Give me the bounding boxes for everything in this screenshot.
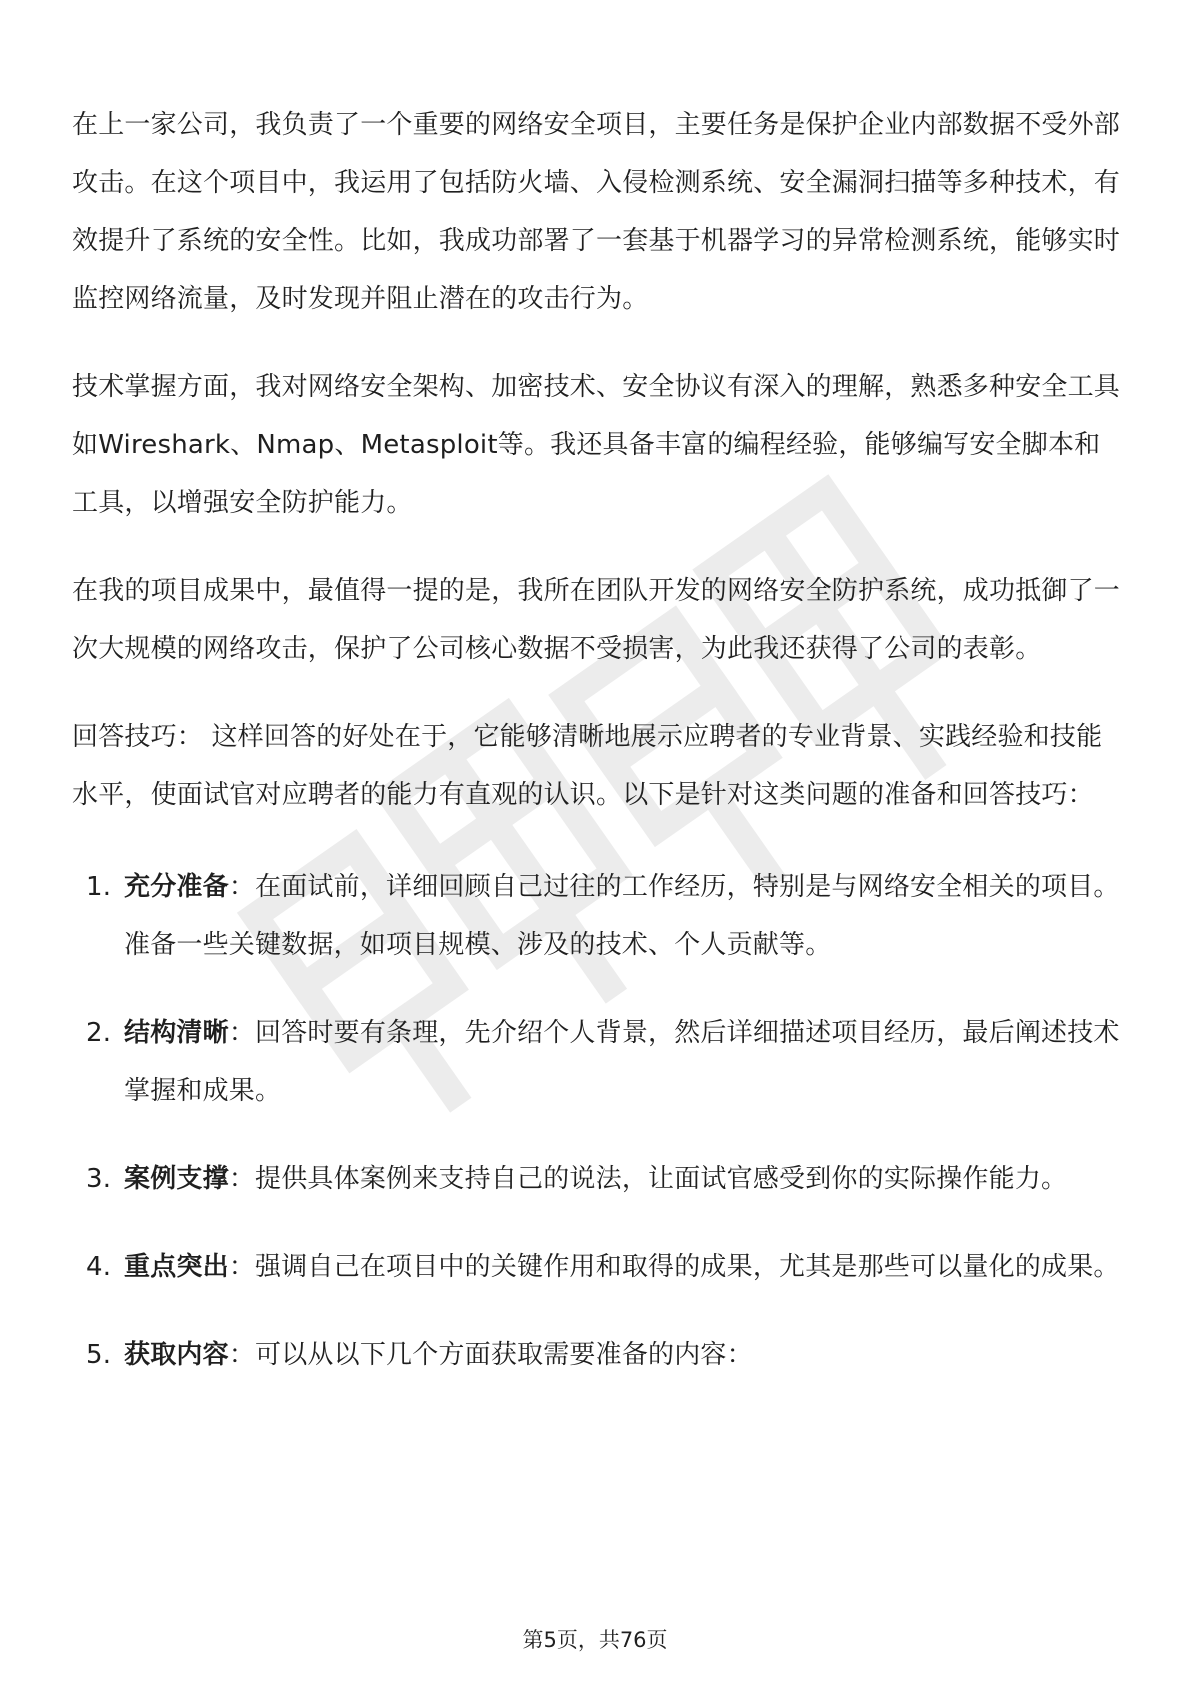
list-item [72,1004,1122,1120]
list-term: 重点突出 [124,1252,229,1282]
list-text: ：强调自己在项目中的关键作用和取得的成果，尤其是那些可以量化的成果。 [228,1252,1120,1282]
document-body [72,96,1122,1414]
page-number-footer: 第5页，共76页 [522,1628,668,1652]
list-item [72,1150,1122,1208]
list-text: ：回答时要有条理，先介绍个人背景，然后详细描述项目经历，最后阐述技术掌握和成果。 [124,1018,1120,1106]
list-item [72,1326,1122,1384]
list-item [72,1238,1122,1296]
list-number: 5. [86,1340,112,1370]
list-number: 4. [86,1252,112,1282]
list-term: 获取内容 [124,1340,229,1370]
paragraph-technical-skills: 技术掌握方面，我对网络安全架构、加密技术、安全协议有深入的理解，熟悉多种安全工具如Wireshark、Nmap、Metasploit等。我还具备丰富的编程经验，能够编写安全脚本和工具，以增强安全防护能力。 [72,372,1121,518]
paragraph-project-results: 在我的项目成果中，最值得一提的是，我所在团队开发的网络安全防护系统，成功抵御了一次大规模的网络攻击，保护了公司核心数据不受损害，为此我还获得了公司的表彰。 [72,576,1121,664]
paragraph-answer-tips: 回答技巧： 这样回答的好处在于，它能够清晰地展示应聘者的专业背景、实践经验和技能水平，使面试官对应聘者的能力有直观的认识。以下是针对这类问题的准备和回答技巧： [72,722,1103,810]
list-item [72,858,1122,974]
list-text: ：在面试前，详细回顾自己过往的工作经历，特别是与网络安全相关的项目。准备一些关键数据，如项目规模、涉及的技术、个人贡献等。 [124,872,1120,960]
list-text: ：提供具体案例来支持自己的说法，让面试官感受到你的实际操作能力。 [228,1164,1068,1194]
paragraph-project-experience: 在上一家公司，我负责了一个重要的网络安全项目，主要任务是保护企业内部数据不受外部攻击。在这个项目中，我运用了包括防火墙、入侵检测系统、安全漏洞扫描等多种技术，有效提升了系统的安全性。比如，我成功部署了一套基于机器学习的异常检测系统，能够实时监控网络流量，及时发现并阻止潜在的攻击行为。 [72,110,1121,314]
list-number: 1. [86,872,112,902]
list-term: 结构清晰 [124,1018,229,1048]
list-number: 3. [86,1164,112,1194]
tips-list [72,858,1122,1384]
list-term: 充分准备 [124,872,229,902]
list-number: 2. [86,1018,112,1048]
list-text: ：可以从以下几个方面获取需要准备的内容： [228,1340,753,1370]
list-term: 案例支撑 [124,1164,229,1194]
